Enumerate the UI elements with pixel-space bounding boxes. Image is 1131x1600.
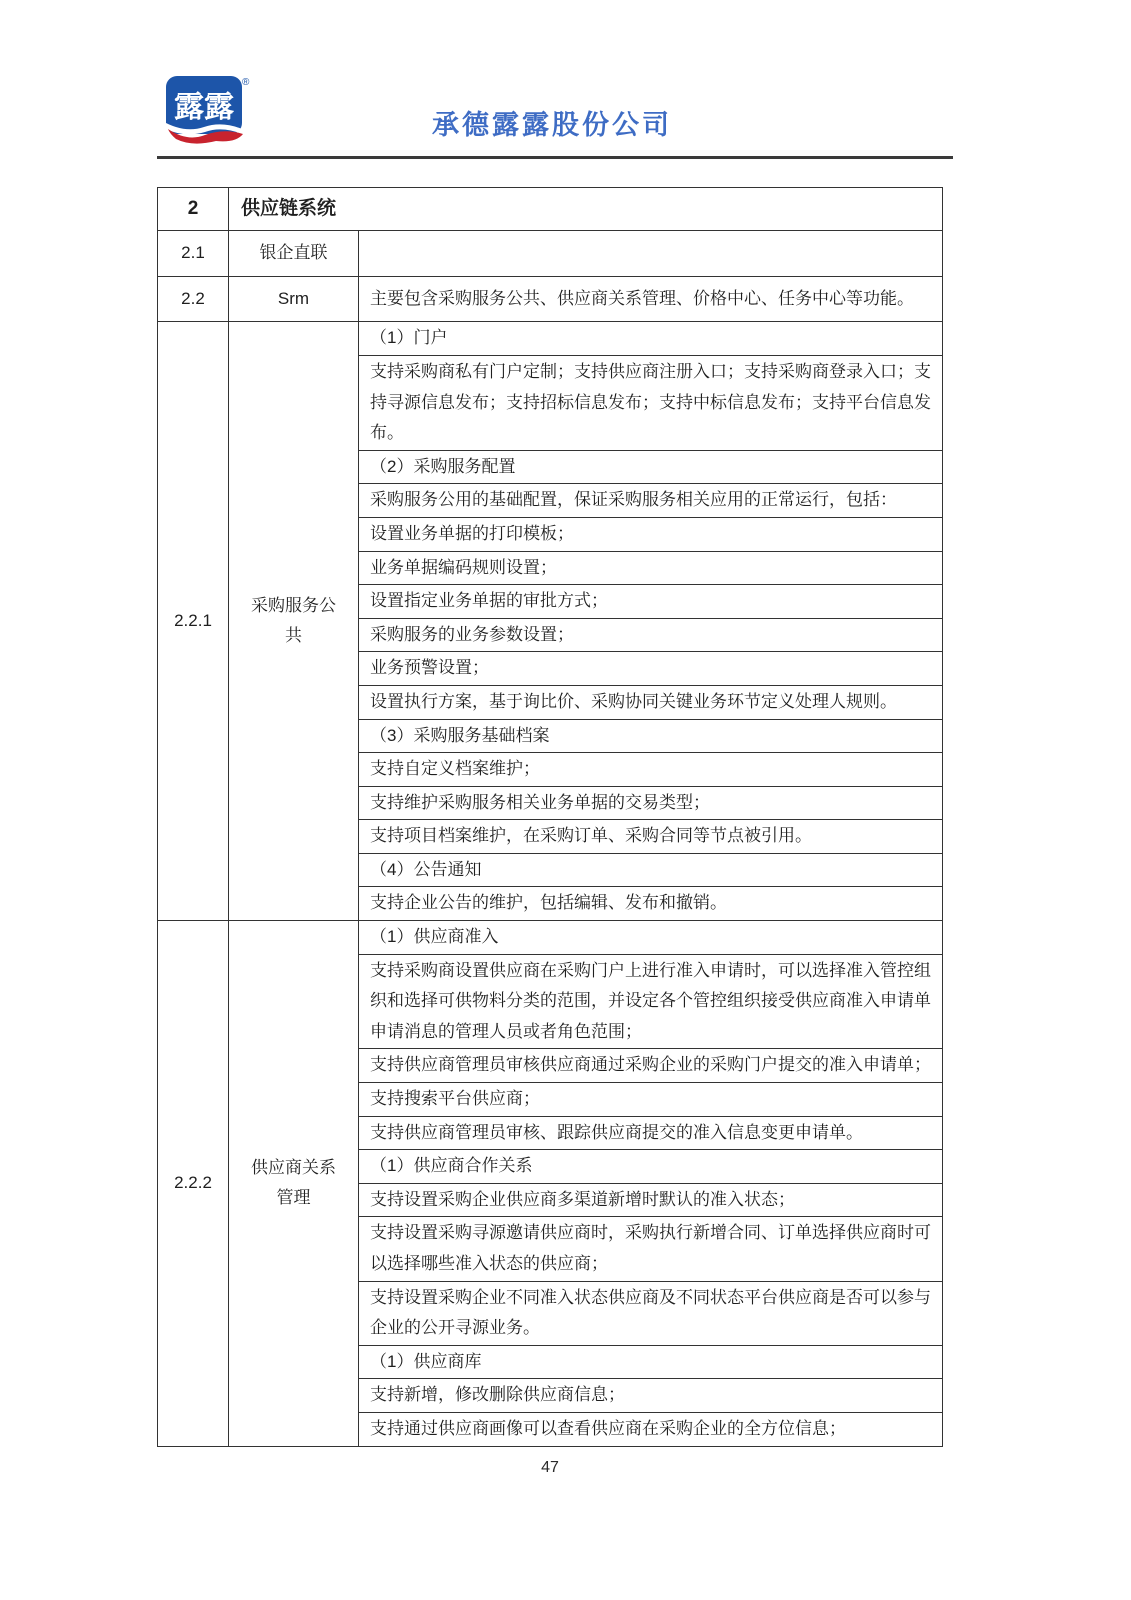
requirement-item-cell: （1）供应商合作关系 xyxy=(359,1150,943,1184)
requirement-item-cell: 支持设置采购企业供应商多渠道新增时默认的准入状态； xyxy=(359,1183,943,1217)
requirement-item-cell: 支持通过供应商画像可以查看供应商在采购企业的全方位信息； xyxy=(359,1412,943,1446)
lulu-logo-icon xyxy=(159,73,251,153)
row-name-cell: 银企直联 xyxy=(229,231,359,277)
row-name-cell: 供应商关系管理 xyxy=(229,921,359,1447)
table-row xyxy=(158,322,943,356)
requirement-item-cell: 支持采购商私有门户定制；支持供应商注册入口；支持采购商登录入口；支持寻源信息发布；支持招标信息发布；支持中标信息发布；支持平台信息发布。 xyxy=(359,355,943,450)
requirement-item-cell: （1）门户 xyxy=(359,322,943,356)
requirement-item-cell: 设置业务单据的打印模板； xyxy=(359,517,943,551)
requirements-table xyxy=(157,187,943,1447)
row-desc-cell: 主要包含采购服务公共、供应商关系管理、价格中心、任务中心等功能。 xyxy=(359,276,943,322)
row-name-cell: 供应链系统 xyxy=(229,188,943,231)
company-logo xyxy=(159,73,251,153)
section-title-row xyxy=(158,188,943,231)
logo-text: 露露 xyxy=(174,91,234,124)
requirement-item-cell: （4）公告通知 xyxy=(359,853,943,887)
requirement-item-cell: 支持搜索平台供应商； xyxy=(359,1083,943,1117)
table-row xyxy=(158,921,943,955)
header-divider xyxy=(157,156,953,159)
requirement-item-cell: 设置执行方案，基于询比价、采购协同关键业务环节定义处理人规则。 xyxy=(359,685,943,719)
row-name-cell: 采购服务公共 xyxy=(229,322,359,921)
table-row xyxy=(158,231,943,277)
requirement-item-cell: 支持供应商管理员审核供应商通过采购企业的采购门户提交的准入申请单； xyxy=(359,1049,943,1083)
requirement-item-cell: 支持维护采购服务相关业务单据的交易类型； xyxy=(359,786,943,820)
page-number: 47 xyxy=(541,1458,559,1476)
requirement-item-cell: 支持采购商设置供应商在采购门户上进行准入申请时，可以选择准入管控组织和选择可供物料分类的范围，并设定各个管控组织接受供应商准入申请单申请消息的管理人员或者角色范围； xyxy=(359,954,943,1049)
requirement-item-cell: 支持自定义档案维护； xyxy=(359,753,943,787)
document-header xyxy=(157,75,947,149)
requirement-item-cell: 采购服务公用的基础配置，保证采购服务相关应用的正常运行，包括： xyxy=(359,484,943,518)
table-row xyxy=(158,276,943,322)
requirement-item-cell: 设置指定业务单据的审批方式； xyxy=(359,585,943,619)
requirement-item-cell: 采购服务的业务参数设置； xyxy=(359,618,943,652)
row-number-cell: 2.2 xyxy=(158,276,229,322)
requirement-item-cell: 业务预警设置； xyxy=(359,652,943,686)
requirement-item-cell: 支持项目档案维护，在采购订单、采购合同等节点被引用。 xyxy=(359,820,943,854)
company-name: 承德露露股份公司 xyxy=(432,110,672,140)
page-content xyxy=(157,75,947,1477)
requirement-item-cell: 支持企业公告的维护，包括编辑、发布和撤销。 xyxy=(359,887,943,921)
requirement-item-cell: （1）供应商准入 xyxy=(359,921,943,955)
requirement-item-cell: 支持设置采购寻源邀请供应商时，采购执行新增合同、订单选择供应商时可以选择哪些准入状态的供应商； xyxy=(359,1217,943,1281)
row-name-cell: Srm xyxy=(229,276,359,322)
row-number-cell: 2.2.2 xyxy=(158,921,229,1447)
requirement-item-cell: 支持供应商管理员审核、跟踪供应商提交的准入信息变更申请单。 xyxy=(359,1116,943,1150)
row-number-cell: 2 xyxy=(158,188,229,231)
row-number-cell: 2.2.1 xyxy=(158,322,229,921)
requirement-item-cell: 支持新增，修改删除供应商信息； xyxy=(359,1379,943,1413)
requirements-table-body xyxy=(158,188,943,1447)
row-number-cell: 2.1 xyxy=(158,231,229,277)
requirement-item-cell: 支持设置采购企业不同准入状态供应商及不同状态平台供应商是否可以参与企业的公开寻源业务。 xyxy=(359,1281,943,1345)
requirement-item-cell: （2）采购服务配置 xyxy=(359,450,943,484)
row-desc-cell xyxy=(359,231,943,277)
requirement-item-cell: 业务单据编码规则设置； xyxy=(359,551,943,585)
requirement-item-cell: （3）采购服务基础档案 xyxy=(359,719,943,753)
logo-registered-mark-icon: ® xyxy=(242,77,250,88)
requirement-item-cell: （1）供应商库 xyxy=(359,1345,943,1379)
